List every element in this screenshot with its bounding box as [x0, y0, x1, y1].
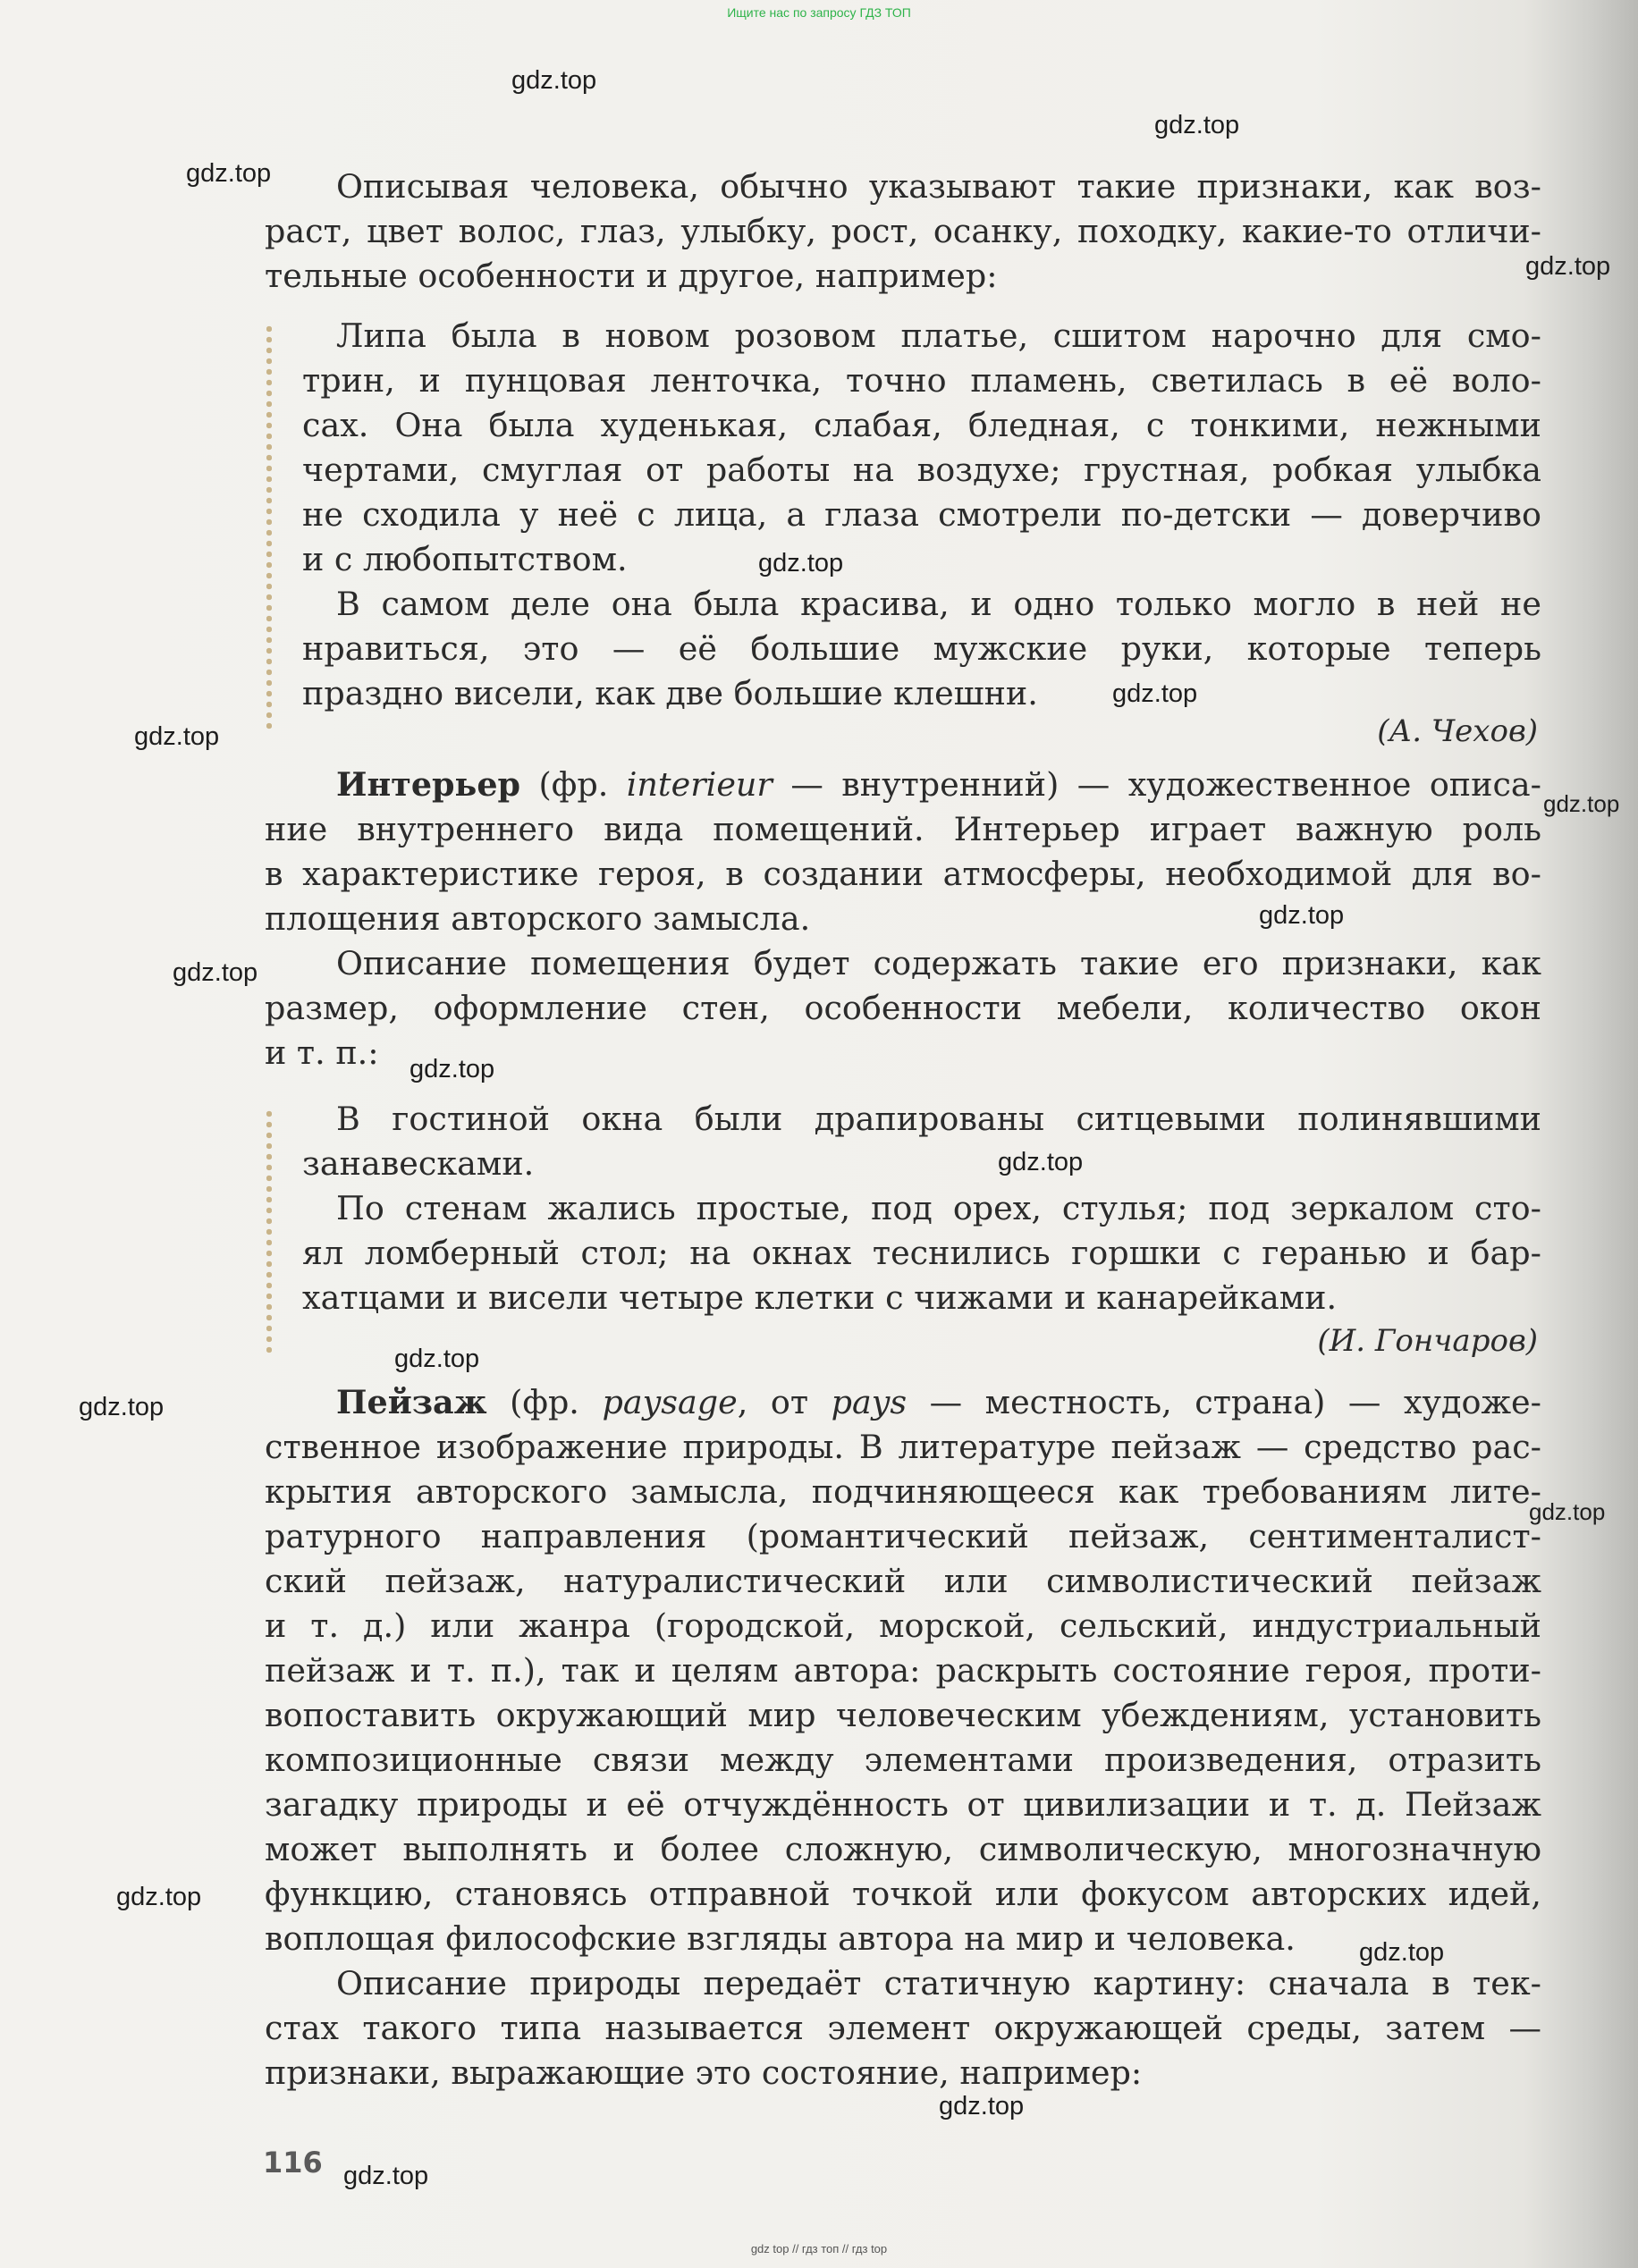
body-line: площения авторского замысла. [265, 899, 811, 938]
watermark: gdz.top [939, 2092, 1025, 2120]
body-line: ский пейзаж, натуралистический или символистический пейзаж [265, 1562, 1541, 1600]
body-line: размер, оформление стен, особенности мебели, количество окон [265, 989, 1541, 1027]
quote-line: Липа была в новом розовом платье, сшитом нарочно для смо- [336, 316, 1541, 355]
watermark: gdz.top [410, 1055, 495, 1083]
body-line: крытия авторского замысла, подчиняющееся как требованиям лите- [265, 1472, 1541, 1511]
watermark: gdz.top [134, 722, 220, 751]
body-line: стах такого типа называется элемент окружающей среды, затем — [265, 2009, 1541, 2047]
watermark: gdz.top [1529, 1498, 1606, 1525]
term-interior: Интерьер [336, 765, 521, 804]
body-line: Описание помещения будет содержать такие его признаки, как [336, 944, 1541, 982]
quote-line: занавесками. [302, 1144, 535, 1183]
watermark: gdz.top [1112, 679, 1198, 708]
bottom-banner[interactable]: gdz top // гдз топ // гдз top [750, 2242, 888, 2255]
interior-definition: Интерьер (фр. interieur — внутренний) — художественное описа- [336, 765, 1541, 804]
quote-line: праздно висели, как две большие клешни. [302, 674, 1038, 712]
quote-marker-bar [266, 1109, 272, 1357]
watermark: gdz.top [998, 1148, 1084, 1176]
body-line: ратурного направления (романтический пейзаж, сентименталист- [265, 1517, 1541, 1556]
intro-line: раст, цвет волос, глаз, улыбку, рост, осанку, походку, какие-то отличи- [265, 212, 1541, 250]
watermark: gdz.top [1154, 111, 1240, 139]
watermark: gdz.top [1359, 1938, 1445, 1967]
quote-line: чертами, смуглая от работы на воздухе; грустная, робкая улыбка [302, 451, 1541, 489]
watermark: gdz.top [1525, 252, 1611, 281]
body-line: Описание природы передаёт статичную картину: сначала в тек- [336, 1964, 1541, 2002]
quote-author: (А. Чехов) [1377, 713, 1538, 749]
body-line: и т. д.) или жанра (городской, морской, сельский, индустриальный [265, 1606, 1541, 1645]
top-banner[interactable]: Ищите нас по запросу ГДЗ ТОП [727, 5, 911, 20]
intro-line: Описывая человека, обычно указывают такие признаки, как воз- [336, 167, 1541, 206]
intro-line: тельные особенности и другое, например: [265, 257, 998, 295]
term-landscape: Пейзаж [336, 1383, 487, 1421]
body-line: в характеристике героя, в создании атмосферы, необходимой для во- [265, 855, 1541, 893]
landscape-definition: Пейзаж (фр. paysage, от pays — местность, страна) — художе- [336, 1383, 1541, 1421]
quote-line: В самом деле она была красива, и одно только могло в ней не [336, 585, 1541, 623]
quote-line: и с любопытством. [302, 540, 628, 578]
quote-line: не сходила у неё с лица, а глаза смотрели по-детски — доверчиво [302, 495, 1541, 534]
quote-line: хатцами и висели четыре клетки с чижами и канарейками. [302, 1278, 1338, 1317]
watermark: gdz.top [1259, 901, 1345, 930]
watermark: gdz.top [758, 549, 844, 578]
quote-line: ял ломберный стол; на окнах теснились горшки с геранью и бар- [302, 1234, 1541, 1272]
body-line: вопоставить окружающий мир человеческим убеждениям, установить [265, 1696, 1541, 1734]
watermark: gdz.top [394, 1345, 480, 1373]
body-line: композиционные связи между элементами произведения, отразить [265, 1741, 1541, 1779]
body-line: ственное изображение природы. В литературе пейзаж — средство рас- [265, 1428, 1541, 1466]
quote-line: трин, и пунцовая ленточка, точно пламень, светилась в её воло- [302, 361, 1541, 400]
body-line: признаки, выражающие это состояние, например: [265, 2053, 1143, 2092]
body-line: загадку природы и её отчуждённость от цивилизации и т. д. Пейзаж [265, 1785, 1541, 1824]
body-line: ние внутреннего вида помещений. Интерьер играет важную роль [265, 810, 1541, 848]
body-line: функцию, становясь отправной точкой или фокусом авторских идей, [265, 1875, 1541, 1913]
watermark: gdz.top [79, 1393, 165, 1421]
quote-line: По стенам жались простые, под орех, стулья; под зеркалом сто- [336, 1189, 1541, 1227]
watermark: gdz.top [173, 958, 258, 987]
page-number: 116 [263, 2146, 323, 2179]
watermark: gdz.top [511, 66, 597, 95]
watermark: gdz.top [116, 1883, 202, 1911]
body-line: и т. п.: [265, 1033, 379, 1072]
quote-marker-bar [266, 324, 272, 733]
watermark: gdz.top [1543, 790, 1620, 817]
body-line: пейзаж и т. п.), так и целям автора: раскрыть состояние героя, проти- [265, 1651, 1541, 1690]
quote-line: В гостиной окна были драпированы ситцевыми полинявшими [336, 1100, 1541, 1138]
body-line: может выполнять и более сложную, символическую, многозначную [265, 1830, 1541, 1868]
quote-line: нравиться, это — её большие мужские руки, которые теперь [302, 629, 1541, 668]
quote-line: сах. Она была худенькая, слабая, бледная, с тонкими, нежными [302, 406, 1541, 444]
watermark: gdz.top [186, 159, 272, 188]
body-line: воплощая философские взгляды автора на мир и человека. [265, 1919, 1296, 1958]
watermark: gdz.top [343, 2162, 429, 2190]
quote-author: (И. Гончаров) [1317, 1323, 1538, 1359]
